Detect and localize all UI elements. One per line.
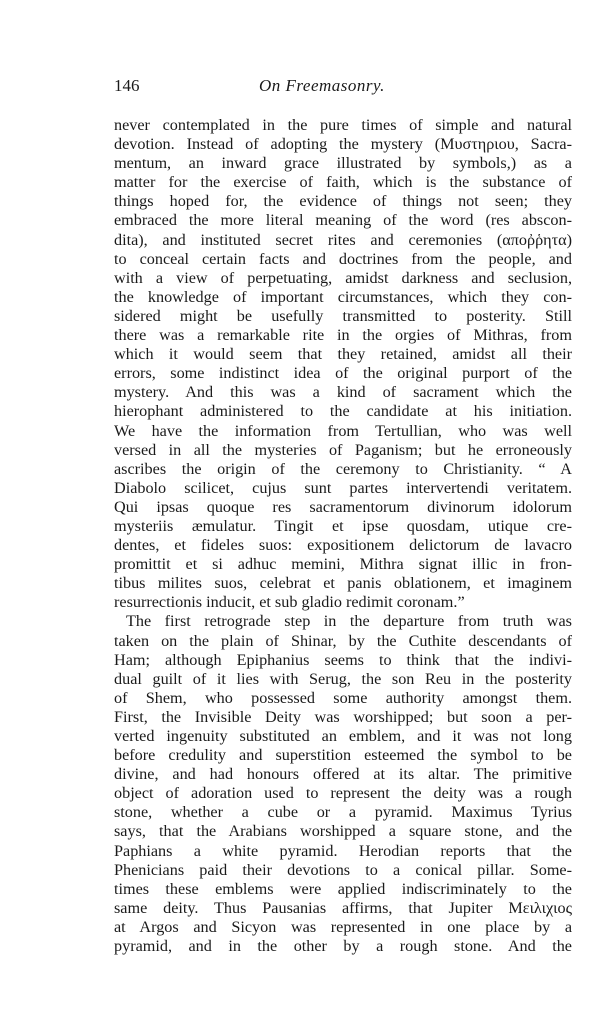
- text-line: mystery. And this was a kind of sacrament which the: [114, 383, 572, 402]
- text-line: Qui ipsas quoque res sacramentorum divinorum idolorum: [114, 497, 572, 516]
- text-line: with a view of perpetuating, amidst darkness and seclusion,: [114, 268, 572, 287]
- text-line: tibus milites suos, celebrat et panis oblationem, et imaginem: [114, 574, 572, 593]
- text-line: errors, some indistinct idea of the original purport of the: [114, 364, 572, 383]
- text-line: devotion. Instead of adopting the mystery (Μυστηριου, Sacra-: [114, 135, 572, 154]
- text-line: divine, and had honours offered at its altar. The primitive: [114, 765, 572, 784]
- text-line: mentum, an inward grace illustrated by symbols,) as a: [114, 154, 572, 173]
- text-line: mysteriis æmulatur. Tingit et ipse quosdam, utique cre-: [114, 516, 572, 535]
- text-line: stone, whether a cube or a pyramid. Maximus Tyrius: [114, 803, 572, 822]
- text-line: embraced the more literal meaning of the word (res abscon-: [114, 211, 572, 230]
- text-line: before credulity and superstition esteemed the symbol to be: [114, 746, 572, 765]
- text-line: at Argos and Sicyon was represented in one place by a: [114, 917, 572, 936]
- text-line: which it would seem that they retained, amidst all their: [114, 345, 572, 364]
- text-line: We have the information from Tertullian, who was well: [114, 421, 572, 440]
- text-line: The first retrograde step in the departure from truth was: [126, 612, 572, 631]
- text-line: says, that the Arabians worshipped a square stone, and the: [114, 822, 572, 841]
- running-title: On Freemasonry.: [259, 76, 385, 95]
- page-header: [114, 76, 574, 100]
- text-line: First, the Invisible Deity was worshipped; but soon a per-: [114, 707, 572, 726]
- text-line: hierophant administered to the candidate at his initiation.: [114, 402, 572, 421]
- text-line: object of adoration used to represent the deity was a rough: [114, 784, 572, 803]
- body-text: [114, 116, 572, 956]
- text-line: to conceal certain facts and doctrines from the people, and: [114, 249, 572, 268]
- text-line: promittit et si adhuc memini, Mithra signat illic in fron-: [114, 555, 572, 574]
- text-line: taken on the plain of Shinar, by the Cuthite descendants of: [114, 631, 572, 650]
- text-line: Diabolo scilicet, cujus sunt partes intervertendi veritatem.: [114, 478, 572, 497]
- text-line: same deity. Thus Pausanias affirms, that Jupiter Μειλιχιος: [114, 898, 572, 917]
- page-number: 146: [114, 76, 140, 95]
- text-line: Phenicians paid their devotions to a conical pillar. Some-: [114, 860, 572, 879]
- text-line: times these emblems were applied indiscriminately to the: [114, 879, 572, 898]
- text-line: verted ingenuity substituted an emblem, and it was not long: [114, 727, 572, 745]
- text-line: Paphians a white pyramid. Herodian reports that the: [114, 841, 572, 860]
- text-line: dentes, et fideles suos: expositionem delictorum de lavacro: [114, 536, 572, 555]
- text-line: Ham; although Epiphanius seems to think that the indivi-: [114, 650, 572, 669]
- text-line: never contemplated in the pure times of simple and natural: [114, 116, 572, 134]
- text-line: the knowledge of important circumstances, which they con-: [114, 287, 572, 306]
- text-line: dita), and instituted secret rites and ceremonies (αποῤῥητα): [114, 230, 572, 249]
- text-line: matter for the exercise of faith, which is the substance of: [114, 173, 572, 192]
- text-line: dual guilt of it lies with Serug, the son Reu in the posterity: [114, 669, 572, 688]
- text-line: there was a remarkable rite in the orgies of Mithras, from: [114, 326, 572, 345]
- text-line: things hoped for, the evidence of things not seen; they: [114, 192, 572, 211]
- text-line: versed in all the mysteries of Paganism; but he erroneously: [114, 440, 572, 459]
- text-line: ascribes the origin of the ceremony to Christianity. “ A: [114, 459, 572, 478]
- text-line: of Shem, who possessed some authority amongst them.: [114, 688, 572, 707]
- text-line: resurrectionis inducit, et sub gladio redimit coronam.”: [114, 593, 465, 612]
- text-line: sidered might be usefully transmitted to posterity. Still: [114, 306, 572, 325]
- text-line: pyramid, and in the other by a rough stone. And the: [114, 937, 572, 956]
